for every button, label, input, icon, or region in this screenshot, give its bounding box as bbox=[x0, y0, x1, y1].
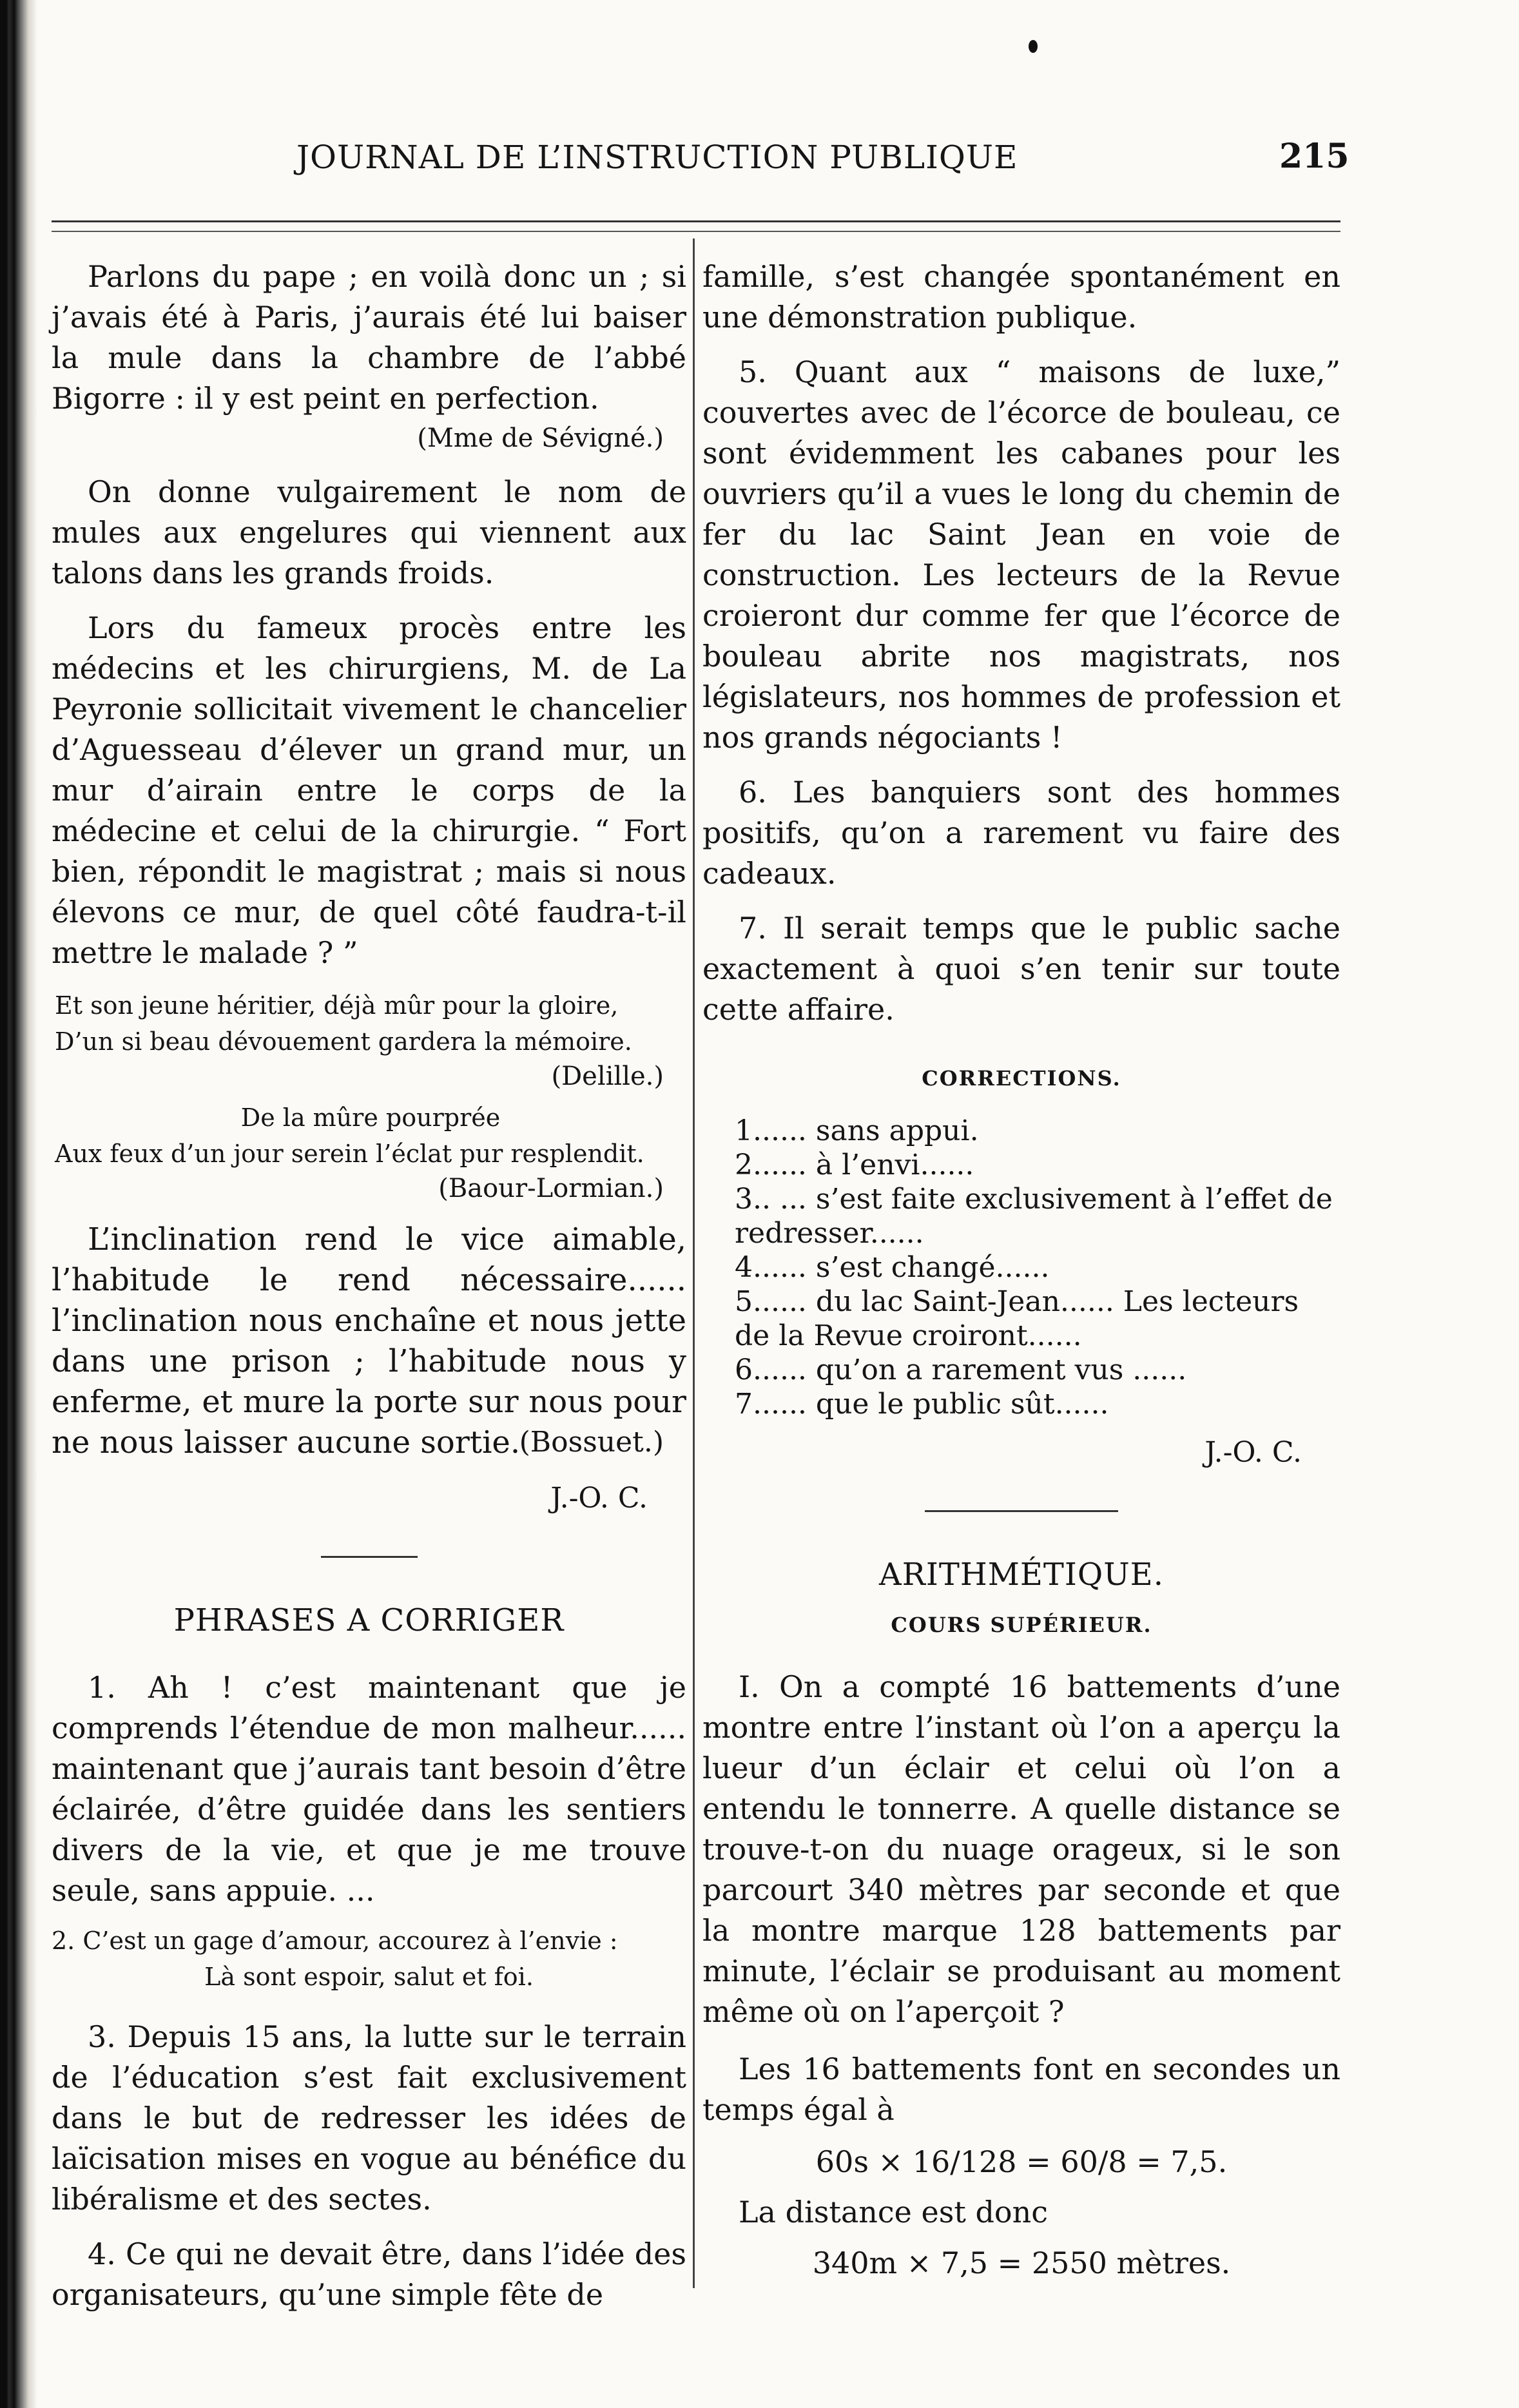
verse-line: De la mûre pourprée bbox=[240, 1103, 501, 1132]
page-number: 215 bbox=[1279, 137, 1350, 176]
ink-spot bbox=[1029, 40, 1038, 53]
correction-item: 4...... s’est changé...... bbox=[735, 1251, 1050, 1284]
phrase-item-1: 1. Ah ! c’est maintenant que je comprends l’étendue de mon malheur...... maintenant que j’aurais tant besoin d’être éclairée, d’être guidée dans les sentiers divers de la vie, et que je me trouve seule, sans appuie. ... bbox=[52, 1670, 686, 1908]
verse-line: Là sont espoir, salut et foi. bbox=[204, 1963, 534, 1991]
phrase-item-7: 7. Il serait temps que le public sache exactement à quoi s’en tenir sur toute cette affaire. bbox=[702, 911, 1340, 1027]
formula-distance: 340m × 7,5 = 2550 mètres. bbox=[812, 2246, 1231, 2280]
running-head: JOURNAL DE L’INSTRUCTION PUBLIQUE bbox=[296, 139, 1018, 176]
attribution-sevigne: (Mme de Sévigné.) bbox=[417, 423, 664, 453]
correction-item: 6...... qu’on a rarement vus ...... bbox=[735, 1354, 1187, 1386]
corrections-list bbox=[702, 1114, 1340, 1421]
paragraph-inclination: L’inclination rend le vice aimable, l’habitude le rend nécessaire...... l’inclination nous enchaîne et nous jette dans une prison ; l’habitude nous y enferme, et mure la porte sur nous pour ne nous laisser aucune sortie. bbox=[52, 1221, 686, 1461]
phrase-item-6: 6. Les banquiers sont des hommes positifs, qu’on a rarement vu faire des cadeaux. bbox=[702, 775, 1340, 891]
verse-delille bbox=[52, 987, 686, 1060]
paragraph-proces: Lors du fameux procès entre les médecins et les chirurgiens, M. de La Peyronie sollicitait vivement le chancelier d’Aguesseau d’élever un grand mur, un mur d’airain entre le corps de la médecine et celui de la chirurgie. “ Fort bien, répondit le magistrat ; mais si nous élevons ce mur, de quel côté faudra-t-il mettre le malade ? ” bbox=[52, 610, 686, 970]
section-subtitle-cours: COURS SUPÉRIEUR. bbox=[891, 1613, 1152, 1637]
formula-time: 60s × 16/128 = 60/8 = 7,5. bbox=[815, 2144, 1228, 2179]
attribution-delille: (Delille.) bbox=[551, 1062, 664, 1091]
verse-line: D’un si beau dévouement gardera la mémoire. bbox=[55, 1027, 632, 1056]
verse-line: Et son jeune héritier, déjà mûr pour la gloire, bbox=[55, 991, 619, 1020]
section-rule bbox=[925, 1510, 1118, 1512]
solution-text-1: Les 16 battements font en secondes un temps égal à bbox=[702, 2052, 1340, 2127]
header-rule bbox=[52, 220, 1340, 222]
book-binding-edge bbox=[0, 0, 37, 2408]
right-column bbox=[702, 257, 1340, 2287]
phrase-item-5: 5. Quant aux “ maisons de luxe,” couvertes avec de l’écorce de bouleau, ce sont évidemment les cabanes pour les ouvriers qu’il a vues le long du chemin de fer du lac Saint Jean en voie de construction. Les lecteurs de la Revue croieront dur comme fer que l’écorce de bouleau abrite nos magistrats, nos législateurs, nos hommes de profession et nos grands négociants ! bbox=[702, 354, 1340, 755]
signature: J.-O. C. bbox=[1205, 1436, 1302, 1469]
verse-line: Aux feux d’un jour serein l’éclat pur resplendit. bbox=[55, 1140, 644, 1168]
signature: J.-O. C. bbox=[550, 1482, 648, 1515]
paragraph-mules: On donne vulgairement le nom de mules aux engelures qui viennent aux talons dans les grands froids. bbox=[52, 474, 686, 590]
left-column bbox=[52, 257, 686, 2315]
header-rule-thin bbox=[52, 231, 1340, 232]
attribution-baour-lormian: (Baour-Lormian.) bbox=[438, 1174, 664, 1203]
section-rule bbox=[321, 1556, 418, 1558]
phrase-item-2 bbox=[52, 1923, 686, 1995]
correction-item: 1...... sans appui. bbox=[735, 1114, 979, 1147]
correction-item: 7...... que le public sût...... bbox=[735, 1388, 1109, 1421]
verse-line: 2. C’est un gage d’amour, accourez à l’envie : bbox=[52, 1927, 618, 1955]
correction-item: 2...... à l’envi...... bbox=[735, 1149, 974, 1181]
corrections-title: CORRECTIONS. bbox=[922, 1066, 1121, 1091]
correction-item: 5...... du lac Saint-Jean...... Les lecteurs de la Revue croiront...... bbox=[735, 1285, 1299, 1352]
solution-text-2: La distance est donc bbox=[739, 2195, 1048, 2229]
attribution-bossuet: (Bossuet.) bbox=[519, 1426, 664, 1459]
phrase-item-3: 3. Depuis 15 ans, la lutte sur le terrain de l’éducation s’est fait exclusivement dans le but de redresser les idées de laïcisation mises en vogue au bénéfice du libéralisme et des sectes. bbox=[52, 2019, 686, 2217]
section-title-phrases: PHRASES A CORRIGER bbox=[173, 1602, 565, 1638]
column-divider bbox=[693, 238, 695, 2288]
phrase-item-4: 4. Ce qui ne devait être, dans l’idée des organisateurs, qu’une simple fête de bbox=[52, 2237, 686, 2312]
correction-item: 3.. ... s’est faite exclusivement à l’effet de redresser...... bbox=[735, 1183, 1333, 1250]
phrase-item-4-continued: famille, s’est changée spontanément en une démonstration publique. bbox=[702, 259, 1340, 335]
arithmetic-problem: I. On a compté 16 battements d’une montre entre l’instant où l’on a aperçu la lueur d’un éclair et celui où l’on a entendu le tonnerre. A quelle distance se trouve-t-on du nuage orageux, si le son parcourt 340 mètres par seconde et que la montre marque 128 battements par minute, l’éclair se produisant au moment même où on l’aperçoit ? bbox=[702, 1669, 1340, 2029]
paragraph-pape: Parlons du pape ; en voilà donc un ; si j’avais été à Paris, j’aurais été lui baiser la mule dans la chambre de l’abbé Bigorre : il y est peint en perfection. bbox=[52, 259, 686, 416]
section-title-arithmetique: ARITHMÉTIQUE. bbox=[879, 1557, 1164, 1593]
verse-baour bbox=[52, 1100, 686, 1172]
